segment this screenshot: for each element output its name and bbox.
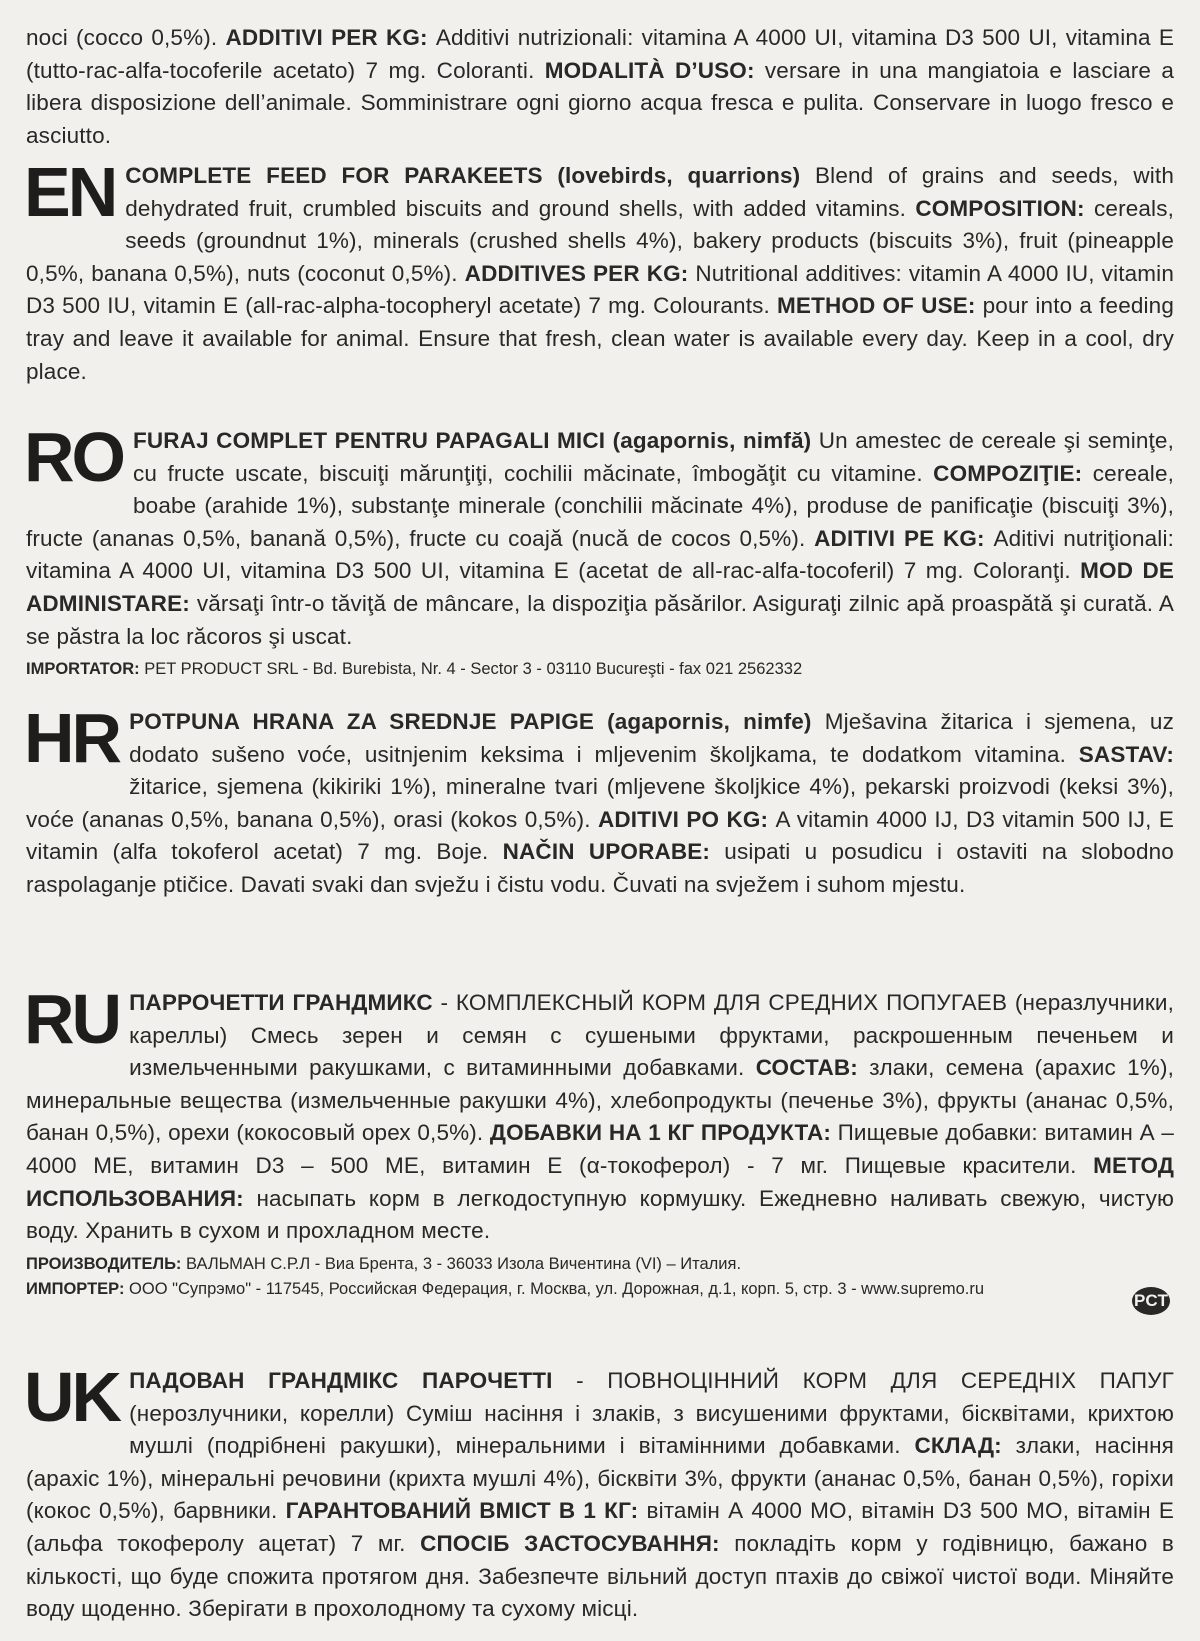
bold-heading: ADITIVI PE KG: (814, 525, 994, 551)
body-text: Пищевые добавки: витамин А – 4000 МЕ, витамин D3 – 500 МЕ, витамин Е (α-токоферол) - 7 мг. Пищевые красители. (26, 1120, 1174, 1178)
note-text: ООО "Супрэмо" - 117545, Российская Федерация, г. Москва, ул. Дорожная, д.1, корп. 5, стр. 3 - www.supremo.ru (129, 1279, 985, 1298)
note-label: ИМПОРТЕР: (26, 1279, 130, 1298)
bold-heading: COMPOSITION: (915, 195, 1095, 221)
body-text: usipati u posudicu i ostaviti na slobodno raspolaganje ptičice. Davati svaki dan svježu i čistu vodu. Čuvati na svježem i suhom mjestu. (26, 839, 1174, 897)
bold-heading: ADDITIVES PER KG: (464, 260, 696, 286)
section-hr (24, 699, 1175, 902)
body-text: Aditivi nutriţionali: vitamina A 4000 UI, vitamina D3 500 UI, vitamina E (acetat de all-rac-alfa-tocoferil) 7 mg. Coloranţi. (26, 525, 1175, 584)
body-text: вітамін А 4000 МО, вітамін D3 500 МО, вітамін Е (альфа токоферолу ацетат) 7 мг. (26, 1498, 1175, 1556)
bold-heading: СОСТАВ: (755, 1055, 870, 1081)
language-code: RU (24, 980, 120, 1058)
section-paragraph (26, 22, 1174, 152)
body-text: - ПОВНОЦІННИЙ КОРМ ДЛЯ СЕРЕДНІХ ПАПУГ (нерозлучники, корелли) Суміш насіння і злаків, з висушеними фруктами, бісквітами, крихтою мушлі (подрібнені ракушки), мінеральними і вітамінними добавками. (129, 1368, 1174, 1459)
language-code: EN (24, 153, 116, 231)
body-text: versare in una mangiatoia e lasciare a libera disposizione dell’animale. Somministrare ogni giorno acqua fresca e pulita. Conservare in luogo fresco e asciutto. (26, 57, 1174, 148)
importer-note (26, 1277, 1174, 1302)
bold-heading: SASTAV: (1078, 741, 1174, 767)
section-ro (24, 418, 1175, 682)
bold-heading: СКЛАД: (914, 1433, 1016, 1459)
language-code: RO (24, 418, 123, 496)
note-text: PET PRODUCT SRL - Bd. Burebista, Nr. 4 - Sector 3 - 03110 Bucureşti - fax 021 2562332 (144, 660, 803, 679)
note-text: ВАЛЬМАН С.Р.Л - Виа Брента, 3 - 36033 Изола Вичентина (VI) – Италия. (186, 1254, 742, 1273)
body-text: насыпать корм в легкодоступную кормушку. Ежедневно наливать свежую, чистую воду. Хранить в сухом и прохладном месте. (26, 1185, 1174, 1244)
body-text: pour into a feeding tray and leave it available for animal. Ensure that fresh, clean water is available every day. Keep in a cool, dry place. (26, 293, 1175, 384)
bold-heading: ПАРРОЧЕТТИ ГРАНДМИКС (129, 990, 441, 1015)
body-text: покладіть корм у годівницю, бажано в кількості, що буде спожита протягом дня. Забезпечте вільний доступ птахів до свіжої чистої води. Міняйте воду щоденно. Зберігати в прохолодному та сухому місці. (26, 1530, 1174, 1622)
section-paragraph (24, 980, 1174, 1248)
body-text: злаки, семена (арахис 1%), минеральные вещества (измельченные ракушки 4%), хлебопродукты (печенье 3%), фрукты (ананас 0,5%, банан 0,5%), орехи (кокосовый орех 0,5%). (26, 1055, 1174, 1146)
body-text: Mješavina žitarica i sjemena, uz dodato sušeno voće, usitnjenim keksima i mljevenim školjkama, te dodatkom vitamina. (129, 709, 1174, 767)
section-paragraph (24, 1358, 1175, 1626)
body-text: Nutritional additives: vitamin A 4000 IU, vitamin D3 500 IU, vitamin E (all-rac-alpha-tocopheryl acetate) 7 mg. Colourants. (26, 260, 1174, 319)
section-en (24, 153, 1175, 388)
bold-heading: COMPLETE FEED FOR PARAKEETS (lovebirds, quarrions) (125, 163, 816, 188)
bold-heading: ADDITIVI PER KG: (225, 25, 436, 50)
section-uk (24, 1358, 1175, 1626)
importer-note (26, 657, 1174, 682)
section-ru (24, 980, 1174, 1302)
bold-heading: METHOD OF USE: (777, 293, 983, 319)
bold-heading: ГАРАНТОВАНИЙ ВМІСТ В 1 КГ: (285, 1498, 647, 1524)
bold-heading: ПАДОВАН ГРАНДМІКС ПАРОЧЕТТІ (129, 1368, 577, 1393)
note-label: IMPORTATOR: (26, 660, 145, 679)
body-text: žitarice, sjemena (kikiriki 1%), mineralne tvari (mljevene školjkice 4%), pekarski proizvodi (keksi 3%), voće (ananas 0,5%, banana 0,5%), orasi (kokos 0,5%). (26, 774, 1174, 832)
body-text: злаки, насіння (арахіс 1%), мінеральні речовини (крихта мушлі 4%), бісквіти 3%, фрукти (ананас 0,5%, банан 0,5%), горіхи (кокос 0,5%), барвники. (26, 1433, 1174, 1524)
body-text: Un amestec de cereale şi seminţe, cu fructe uscate, biscuiţi mărunţiţi, cochilii măcinate, îmbogăţit cu vitamine. (133, 428, 1175, 486)
bold-heading: MOD DE ADMINISTARE: (26, 558, 1174, 616)
bold-heading: СПОСІБ ЗАСТОСУВАННЯ: (420, 1530, 735, 1556)
bold-heading: FURAJ COMPLET PENTRU PAPAGALI MICI (agapornis, nimfă) (133, 428, 819, 453)
body-text: vărsaţi într-o tăviţă de mâncare, la dispoziţia păsărilor. Asiguraţi zilnic apă proaspătă şi curată. A se păstra la loc răcoros şi uscat. (26, 590, 1174, 649)
bold-heading: POTPUNA HRANA ZA SREDNJE PAPIGE (agapornis, nimfe) (129, 709, 825, 734)
body-text: Additivi nutrizionali: vitamina A 4000 UI, vitamina D3 500 UI, vitamina E (tutto-rac-alfa-tocoferile acetato) 7 mg. Coloranti. (26, 25, 1174, 83)
body-text: cereale, boabe (arahide 1%), substanţe minerale (conchilii măcinate 4%), produse de panificaţie (biscuiţi 3%), fructe (ananas 0,5%, banană 0,5%), fructe cu coajă (nucă de cocos 0,5%). (26, 460, 1175, 551)
bold-heading: MODALITÀ D’USO: (544, 57, 765, 83)
language-code: HR (24, 699, 120, 777)
language-code: UK (24, 1358, 120, 1436)
importer-note (26, 1252, 1174, 1277)
section-paragraph (24, 418, 1175, 653)
section-it (26, 22, 1174, 152)
note-label: ПРОИЗВОДИТЕЛЬ: (26, 1254, 187, 1273)
body-text: Blend of grains and seeds, with dehydrated fruit, crumbled biscuits and ground shells, with added vitamins. (125, 163, 1174, 221)
bold-heading: NAČIN UPORABE: (502, 839, 725, 865)
body-text: - КОМПЛЕКСНЫЙ КОРМ ДЛЯ СРЕДНИХ ПОПУГАЕВ (неразлучники, кареллы) Смесь зерен и семян с сушеными фруктами, раскрошенным печеньем и измельченными ракушками, с витаминными добавками. (129, 990, 1174, 1081)
section-paragraph (24, 699, 1175, 902)
bold-heading: ДОБАВКИ НА 1 КГ ПРОДУКТА: (489, 1120, 838, 1146)
body-text: noci (cocco 0,5%). (26, 25, 226, 50)
body-text: A vitamin 4000 IJ, D3 vitamin 500 IJ, E vitamin (alfa tokoferol acetat) 7 mg. Boje. (26, 806, 1175, 865)
body-text: cereals, seeds (groundnut 1%), minerals (crushed shells 4%), bakery products (biscuits 3%), fruit (pineapple 0,5%, banana 0,5%), nuts (coconut 0,5%). (26, 195, 1174, 286)
bold-heading: ADITIVI PO KG: (597, 806, 776, 832)
bold-heading: COMPOZIŢIE: (933, 460, 1093, 486)
certification-logo-icon: PCT (1132, 1287, 1170, 1315)
bold-heading: МЕТОД ИСПОЛЬЗОВАНИЯ: (26, 1152, 1174, 1211)
section-paragraph (24, 153, 1175, 388)
